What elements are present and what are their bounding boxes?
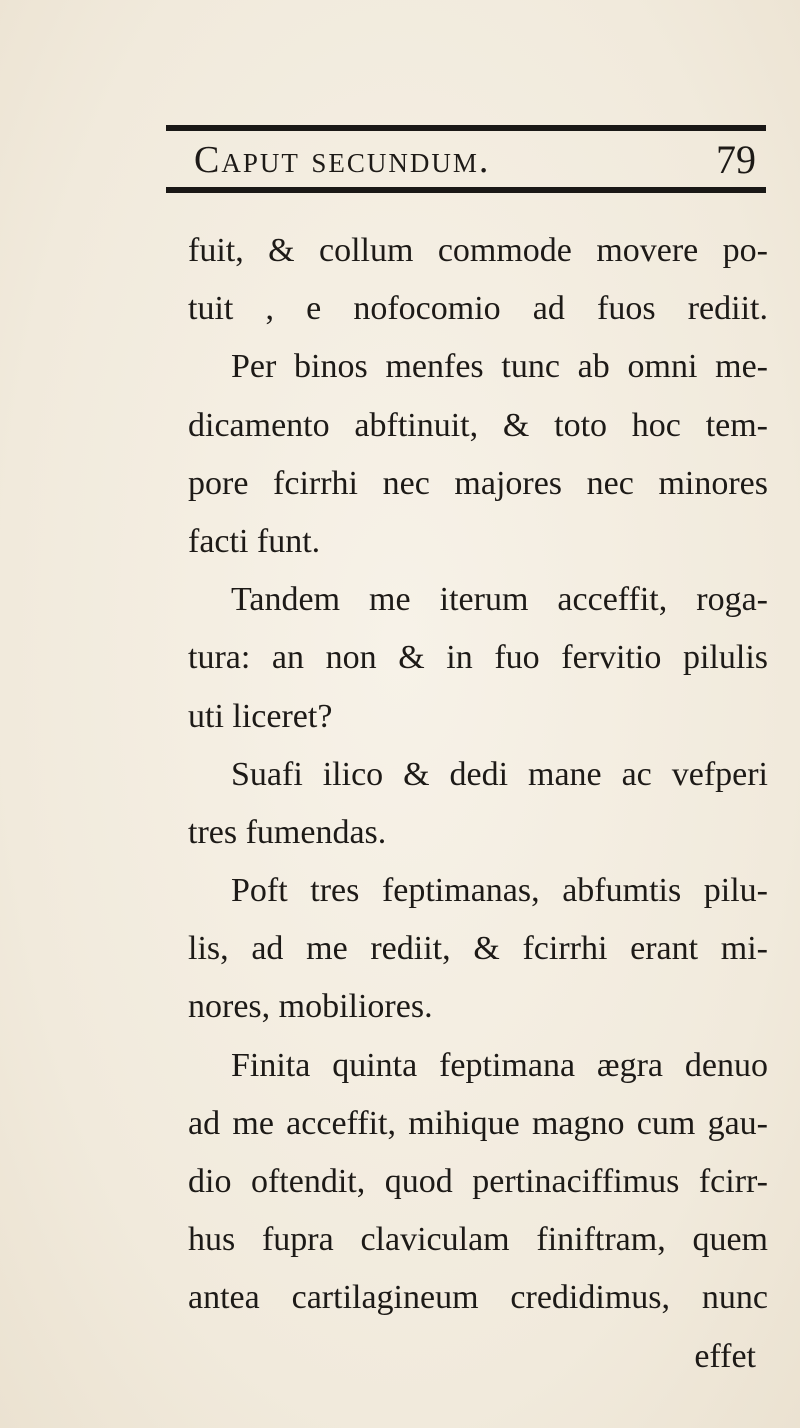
text-line: hus fupra claviculam finiftram, quem — [188, 1221, 768, 1259]
text-line: lis, ad me rediit, & fcirrhi erant mi- — [188, 930, 768, 968]
header-top-rule — [166, 125, 766, 131]
text-line: dio oftendit, quod pertinaciffimus fcirr- — [188, 1163, 768, 1200]
text-line: antea cartilagineum credidimus, nunc — [188, 1279, 768, 1317]
header-bottom-rule — [166, 187, 766, 193]
text-line: tuit , e nofocomio ad fuos rediit. — [188, 290, 768, 328]
body-text — [188, 222, 768, 1386]
running-head: Caput secundum. — [194, 139, 491, 181]
text-line: pore fcirrhi nec majores nec minores — [188, 464, 768, 502]
text-line: Per binos menfes tunc ab omni me- — [231, 348, 768, 386]
text-line: facti funt. — [188, 522, 321, 560]
text-line: Poft tres feptimanas, abfumtis pilu- — [231, 872, 768, 910]
text-line: fuit, & collum commode movere po- — [188, 232, 768, 269]
text-line: nores, mobiliores. — [188, 988, 433, 1026]
page-header — [166, 135, 766, 185]
text-line: ad me acceffit, mihique magno cum gau- — [188, 1104, 768, 1142]
page-number: 79 — [716, 137, 756, 182]
text-line: tres fumendas. — [188, 813, 387, 851]
text-line: dicamento abftinuit, & toto hoc tem- — [188, 406, 768, 444]
text-line: Suafi ilico & dedi mane ac vefperi — [231, 755, 768, 793]
catchword: effet — [694, 1337, 756, 1375]
text-line: Finita quinta feptimana ægra denuo — [231, 1046, 768, 1084]
text-line: tura: an non & in fuo fervitio pilulis — [188, 639, 768, 677]
text-line: Tandem me iterum acceffit, roga- — [231, 581, 768, 619]
text-line: uti liceret? — [188, 697, 333, 735]
